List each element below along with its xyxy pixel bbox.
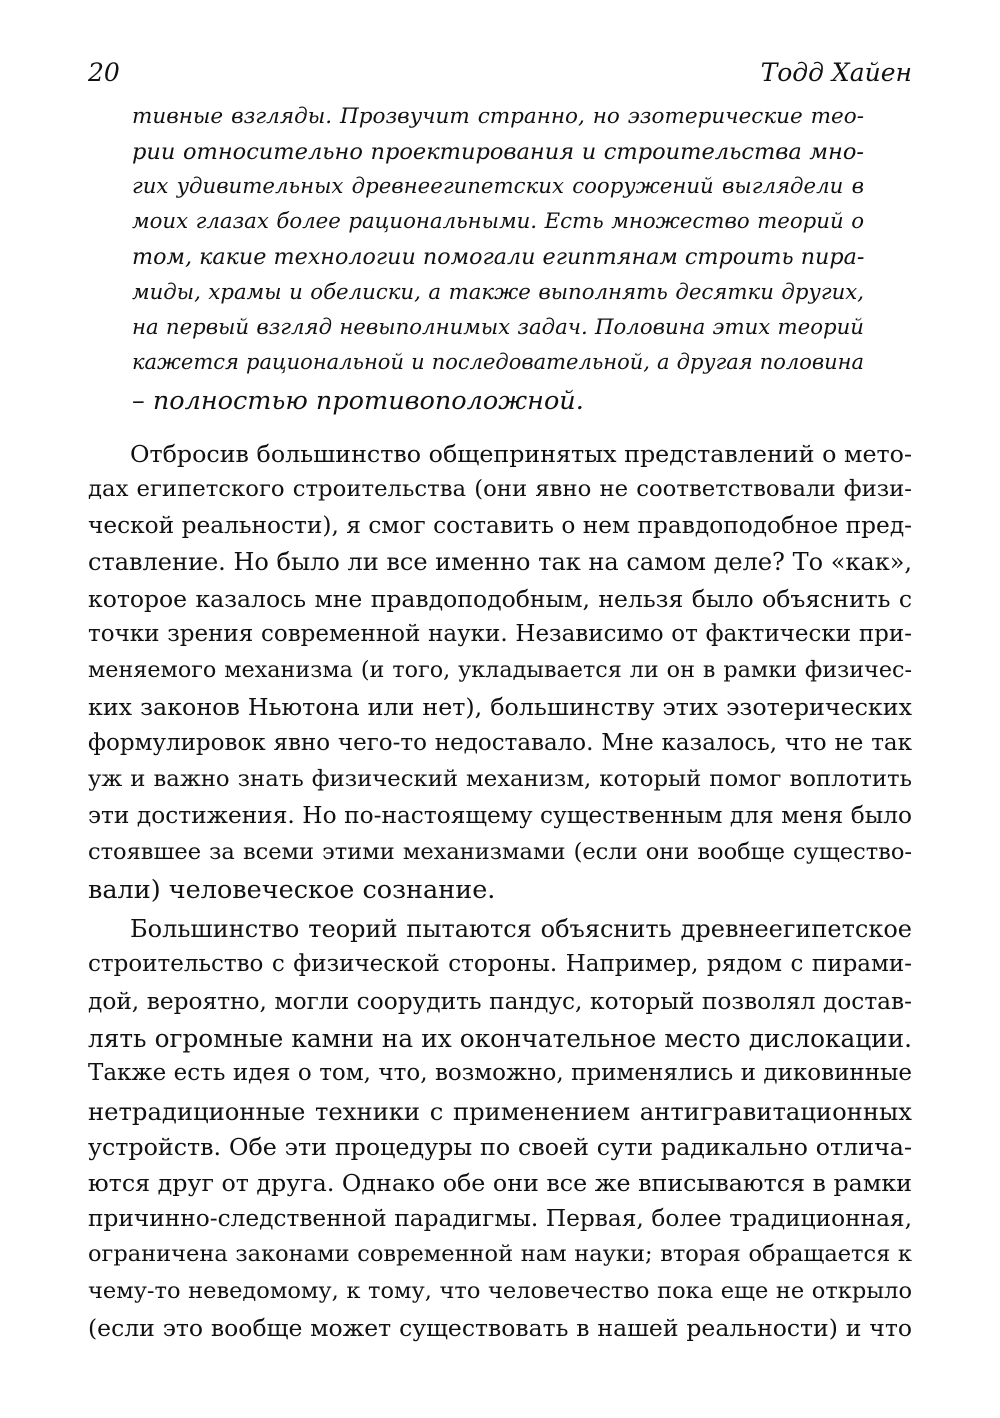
paragraph-line: строительство с физической стороны. Например, рядом с пирами- bbox=[88, 951, 912, 977]
paragraph-line: (если это вообще может существовать в нашей реальности) и что bbox=[88, 1314, 912, 1342]
paragraph-line: устройств. Обе эти процедуры по своей сути радикально отлича- bbox=[88, 1133, 912, 1161]
paragraph-line: меняемого механизма (и того, укладывается ли он в рамки физичес- bbox=[88, 657, 912, 683]
paragraph-line: ставление. Но было ли все именно так на самом деле? То «как», bbox=[88, 548, 912, 576]
paragraph-line: чему-то неведомому, к тому, что человечество пока еще не открыло bbox=[88, 1278, 912, 1304]
paragraph-line: ких законов Ньютона или нет), большинству этих эзотерических bbox=[88, 693, 912, 721]
paragraph-line: дах египетского строительства (они явно не соответствовали физи- bbox=[88, 476, 912, 502]
paragraph-line: дой, вероятно, могли соорудить пандус, который позволял достав- bbox=[88, 988, 912, 1015]
paragraph-line: ются друг от друга. Однако обе они все же вписываются в рамки bbox=[88, 1169, 912, 1197]
paragraph-line: Большинство теорий пытаются объяснить древнеегипетское bbox=[130, 915, 912, 943]
paragraph-line: эти достижения. Но по-настоящему существенным для меня было bbox=[88, 802, 912, 829]
quote-line: гих удивительных древнеегипетских сооружений выглядели в bbox=[132, 174, 864, 199]
quote-line: тивные взгляды. Прозвучит странно, но эзотерические тео- bbox=[132, 104, 864, 129]
paragraph-line: лять огромные камни на их окончательное место дислокации. bbox=[88, 1024, 912, 1053]
running-head: Тодд Хайен bbox=[760, 58, 912, 87]
paragraph-line: формулировок явно чего-то недоставало. Мне казалось, что не так bbox=[88, 730, 912, 756]
paragraph-line: которое казалось мне правдоподобным, нельзя было объяснить с bbox=[88, 585, 912, 613]
paragraph-line: нетрадиционные техники с применением антигравитационных bbox=[88, 1097, 912, 1126]
paragraph-line: точки зрения современной науки. Независимо от фактически при- bbox=[88, 621, 912, 647]
paragraph-line: причинно-следственной парадигмы. Первая, более традиционная, bbox=[88, 1205, 912, 1232]
paragraph-line: ограничена законами современной нам науки; вторая обращается к bbox=[88, 1241, 912, 1267]
paragraph-line: вали) человеческое сознание. bbox=[88, 875, 496, 905]
quote-line: рии относительно проектирования и строительства мно- bbox=[132, 139, 864, 165]
quote-line: кажется рациональной и последовательной, а другая половина bbox=[132, 350, 864, 374]
paragraph-line: ческой реальности), я смог составить о нем правдоподобное пред- bbox=[88, 512, 912, 539]
quote-line: миды, храмы и обелиски, а также выполнять десятки других, bbox=[132, 280, 864, 305]
quote-line: на первый взгляд невыполнимых задач. Половина этих теорий bbox=[132, 315, 864, 340]
paragraph-line: Также есть идея о том, что, возможно, применялись и диковинные bbox=[88, 1060, 912, 1086]
page-header bbox=[88, 58, 912, 98]
paragraph-line: уж и важно знать физический механизм, который помог воплотить bbox=[88, 766, 912, 792]
quote-line: том, какие технологии помогали египтянам строить пира- bbox=[132, 244, 865, 270]
paragraph-line: Отбросив большинство общепринятых представлений о мето- bbox=[130, 440, 912, 468]
page-number: 20 bbox=[88, 58, 120, 87]
paragraph-line: стоявшее за всеми этими механизмами (если они вообще существо- bbox=[88, 839, 912, 865]
quote-line: – полностью противоположной. bbox=[132, 386, 584, 416]
quote-line: моих глазах более рациональными. Есть множество теорий о bbox=[132, 209, 864, 234]
